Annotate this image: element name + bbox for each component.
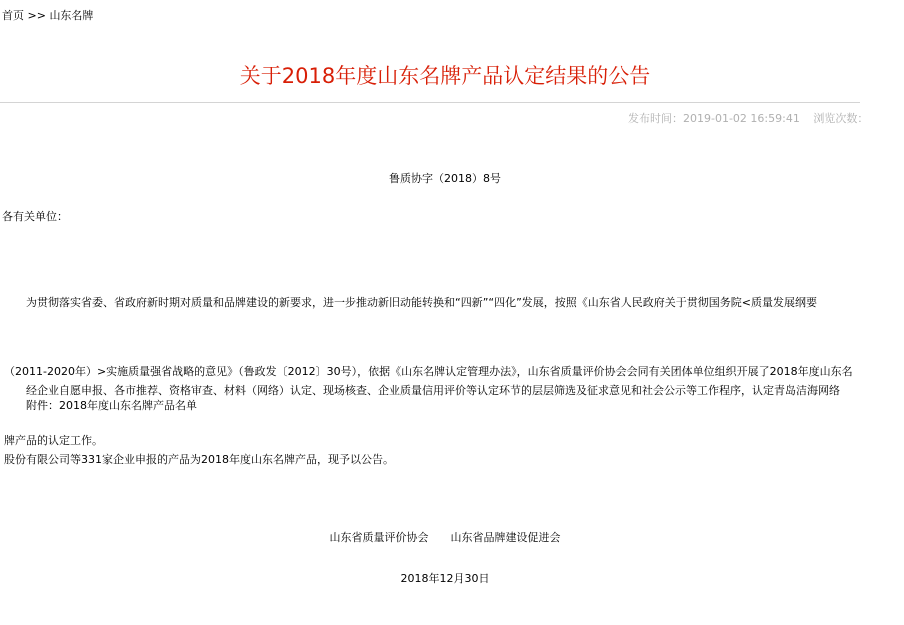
breadcrumb <box>2 7 93 23</box>
publish-time: 发布时间：2019-01-02 16:59:41 <box>628 112 800 125</box>
attachment-line: 附件：2018年度山东名牌产品名单 <box>4 399 197 412</box>
signature: 山东省质量评价协会 山东省品牌建设促进会 <box>329 531 561 544</box>
article-meta <box>628 110 868 126</box>
body-paragraph-2 <box>4 333 904 494</box>
paragraph-line: 为贯彻落实省委、省政府新时期对质量和品牌建设的新要求，进一步推动新旧动能转换和“四新”“四化”发展，按照《山东省人民政府关于贯彻国务院<质量发展纲要 <box>4 296 818 309</box>
breadcrumb-separator: >> <box>27 9 46 22</box>
paragraph-line: 股份有限公司等331家企业申报的产品为2018年度山东名牌产品，现予以公告。 <box>4 453 394 466</box>
page-title: 关于2018年度山东名牌产品认定结果的公告 <box>239 64 651 88</box>
title-divider <box>0 102 860 103</box>
paragraph-line: 经企业自愿申报、各市推荐、资格审查、材料（网络）认定、现场核查、企业质量信用评价等认定环节的层层筛选及征求意见和社会公示等工作程序，认定青岛洁海网络 <box>4 384 840 397</box>
paragraph-line: 牌产品的认定工作。 <box>4 434 103 447</box>
breadcrumb-current-link[interactable]: 山东名牌 <box>49 9 94 22</box>
salutation: 各有关单位： <box>2 210 68 223</box>
document-number: 鲁质协字（2018）8号 <box>389 172 501 185</box>
paragraph-line: （2011-2020年）>实施质量强省战略的意见》（鲁政发〔2012〕30号），依据《山东名牌认定管理办法》，山东省质量评价协会会同有关团体单位组织开展了2018年度山东名 <box>4 365 853 378</box>
view-count: 浏览次数： <box>813 112 869 125</box>
issue-date: 2018年12月30日 <box>400 572 490 585</box>
breadcrumb-home-link[interactable]: 首页 <box>2 9 24 22</box>
